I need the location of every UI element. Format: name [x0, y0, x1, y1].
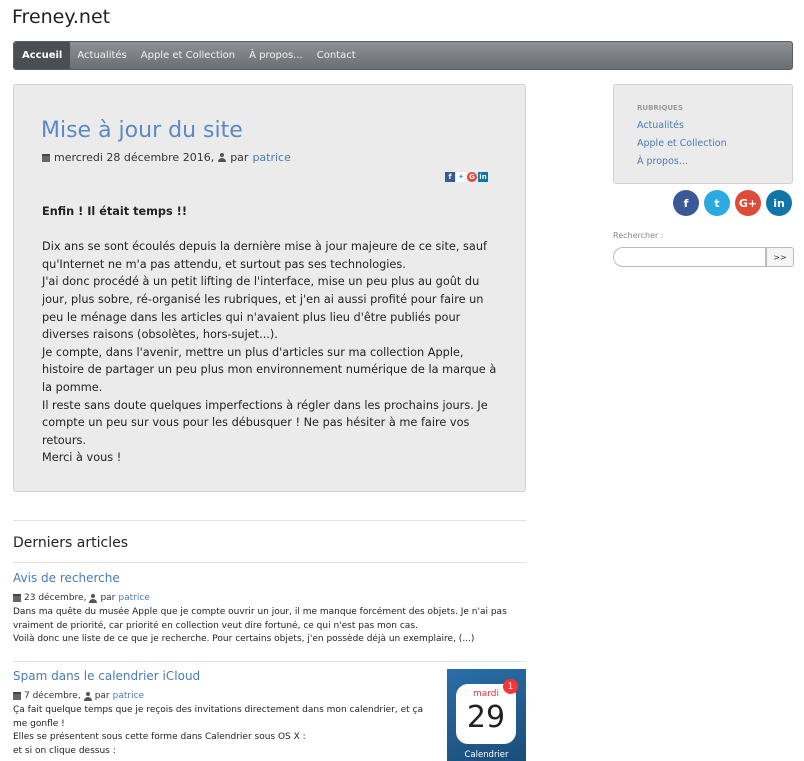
article-author-link[interactable]: patrice: [252, 151, 291, 164]
post-date: 23 décembre,: [24, 593, 87, 603]
article-title[interactable]: Mise à jour du site: [41, 118, 243, 143]
search-label: Rechercher :: [613, 231, 664, 240]
post-by: par: [100, 593, 116, 603]
post-by: par: [94, 691, 110, 701]
sidebar-link-a-propos[interactable]: À propos...: [637, 156, 688, 167]
post-excerpt-line: Ça fait quelque temps que je reçois des invitations directement dans mon calendrier, et ça me gonfle !: [13, 705, 423, 729]
post-author-link[interactable]: patrice: [118, 593, 150, 603]
divider: [13, 661, 526, 662]
linkedin-icon[interactable]: in: [479, 173, 487, 181]
divider: [13, 520, 526, 521]
post-excerpt-line: Voilà donc une liste de ce que je recherche. Pour certains objets, j'en possède déjà un exemplaire, (...): [13, 634, 475, 644]
post-title-link[interactable]: Spam dans le calendrier iCloud: [13, 669, 201, 683]
divider: [13, 562, 526, 563]
sidebar-rubriques: [613, 84, 793, 184]
facebook-icon[interactable]: f: [445, 172, 455, 182]
user-icon: [84, 692, 92, 701]
post-excerpt-line: et si on clique dessus :: [13, 745, 116, 756]
googleplus-icon[interactable]: G+: [735, 190, 761, 216]
featured-article: [13, 84, 526, 492]
nav-item-contact[interactable]: Contact: [316, 50, 356, 61]
linkedin-icon[interactable]: in: [766, 190, 792, 216]
calendar-icon: [42, 154, 50, 162]
sidebar-link-actualites[interactable]: Actualités: [637, 120, 684, 131]
calendar-icon: [13, 692, 21, 700]
twitter-icon[interactable]: t: [704, 190, 730, 216]
post-excerpt: [13, 606, 523, 647]
article-paragraph: J'ai donc procédé à un petit lifting de l'interface, mise un peu plus au goût du jour, plus sobre, ré-organisé les rubriques, et j'en ai aussi profité pour faire un peu le ménage dans les articles qui n'avaient plus lieu d'être publiés pour diverses raisons (obsolètes, hors-sujet...).: [42, 275, 484, 342]
post-author-link[interactable]: patrice: [112, 691, 145, 701]
post-meta: [13, 691, 144, 701]
nav-item-a-propos[interactable]: À propos...: [249, 50, 303, 61]
post-excerpt-line: Elles se présentent sous cette forme dans Calendrier sous OS X :: [13, 732, 306, 742]
latest-articles-heading: Derniers articles: [13, 535, 128, 551]
googleplus-icon[interactable]: G: [467, 172, 477, 182]
article-date: mercredi 28 décembre 2016,: [54, 151, 215, 164]
post-excerpt: [13, 704, 433, 758]
twitter-icon[interactable]: ✦: [456, 172, 466, 182]
calendar-app-date: 29: [466, 700, 506, 735]
post-title-link[interactable]: Avis de recherche: [13, 571, 120, 585]
sidebar-heading: RUBRIQUES: [637, 104, 683, 112]
article-share-icons: [445, 172, 488, 182]
article-paragraph: Il reste sans doute quelques imperfections à régler dans les prochains jours. Je compte un peu sur vous pour les débusquer ! Ne pas hésiter à me faire vos retours.: [42, 398, 488, 447]
article-paragraph: Dix ans se sont écoulés depuis la dernière mise à jour majeure de ce site, sauf qu'Internet ne m'a pas attendu, et surtout pas ses technologies.: [42, 240, 487, 271]
facebook-icon[interactable]: f: [673, 190, 699, 216]
main-navbar: [13, 41, 793, 70]
search-button[interactable]: >>: [766, 247, 794, 267]
nav-item-actualites[interactable]: Actualités: [77, 50, 127, 61]
nav-item-apple-collection[interactable]: Apple et Collection: [140, 50, 236, 61]
article-paragraph: Je compte, dans l'avenir, mettre un plus d'articles sur ma collection Apple, histoire de partager un peu plus mon environnement numérique de la marque à la pomme.: [42, 345, 497, 394]
article-by: par: [230, 151, 249, 164]
nav-item-accueil[interactable]: Accueil: [14, 42, 70, 69]
sidebar-link-apple-collection[interactable]: Apple et Collection: [637, 138, 727, 149]
calendar-app-day: mardi: [472, 689, 500, 699]
article-meta: [42, 151, 291, 164]
notification-badge: 1: [503, 679, 518, 694]
user-icon: [218, 153, 226, 162]
sidebar-share-buttons: [673, 190, 792, 216]
post-date: 7 décembre,: [24, 691, 81, 701]
user-icon: [89, 594, 97, 603]
site-title[interactable]: Freney.net: [12, 6, 111, 28]
calendar-app-label: Calendrier: [464, 750, 509, 760]
post-excerpt-line: Dans ma quête du musée Apple que je compte ouvrir un jour, il me manque forcément des objets. Je n'ai pas vraiment de priorité, car priorité en collection veut dire fortuné, ce qui n'est pas mon cas.: [13, 607, 507, 631]
article-lead: Enfin ! Il était temps !!: [42, 205, 187, 218]
article-paragraph: Merci à vous !: [42, 451, 122, 465]
article-body: [42, 203, 507, 467]
post-thumbnail[interactable]: [447, 669, 526, 761]
calendar-icon: [13, 594, 21, 602]
post-meta: [13, 593, 150, 603]
search-input[interactable]: [613, 247, 766, 267]
